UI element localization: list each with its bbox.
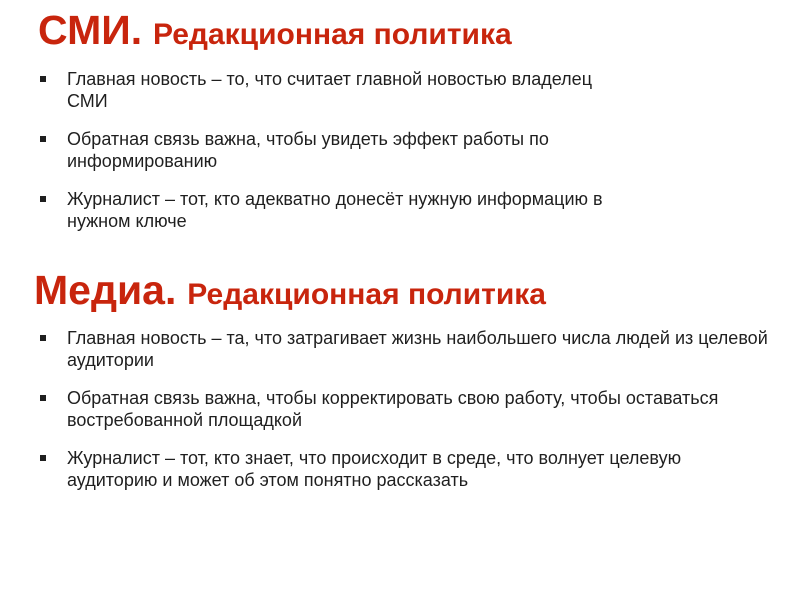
list-item-text: Обратная связь важна, чтобы корректировать свою работу, чтобы оставаться востребованной площадкой (67, 388, 719, 431)
list-item (0, 68, 800, 112)
list-item-text: Главная новость – та, что затрагивает жизнь наибольшего числа людей из целевой аудитории (67, 328, 768, 371)
list-item (0, 387, 800, 431)
list-item-text: Главная новость – то, что считает главной новостью владелец СМИ (67, 69, 592, 112)
square-bullet-icon (40, 455, 46, 461)
section-title-sub: Редакционная политика (152, 18, 512, 51)
section-title-media (0, 268, 800, 313)
smi-section (0, 8, 800, 248)
section-title-smi (0, 8, 800, 53)
square-bullet-icon (40, 395, 46, 401)
square-bullet-icon (40, 335, 46, 341)
list-item (0, 128, 800, 172)
square-bullet-icon (40, 196, 46, 202)
section-title-main: СМИ. (38, 7, 143, 53)
section-title-main: Медиа. (34, 267, 177, 313)
square-bullet-icon (40, 76, 46, 82)
square-bullet-icon (40, 136, 46, 142)
list-item-text: Журналист – тот, кто адекватно донесёт нужную информацию в нужном ключе (67, 189, 603, 232)
list-item (0, 327, 800, 371)
list-item-text: Обратная связь важна, чтобы увидеть эффект работы по информированию (67, 129, 549, 172)
list-item (0, 447, 800, 491)
section-title-sub: Редакционная политика (187, 278, 546, 311)
media-section (0, 268, 800, 507)
bullet-list-smi (0, 68, 800, 232)
list-item (0, 188, 800, 232)
list-item-text: Журналист – тот, кто знает, что происходит в среде, что волнует целевую аудиторию и может об этом понятно рассказать (67, 448, 682, 491)
bullet-list-media (0, 327, 800, 491)
